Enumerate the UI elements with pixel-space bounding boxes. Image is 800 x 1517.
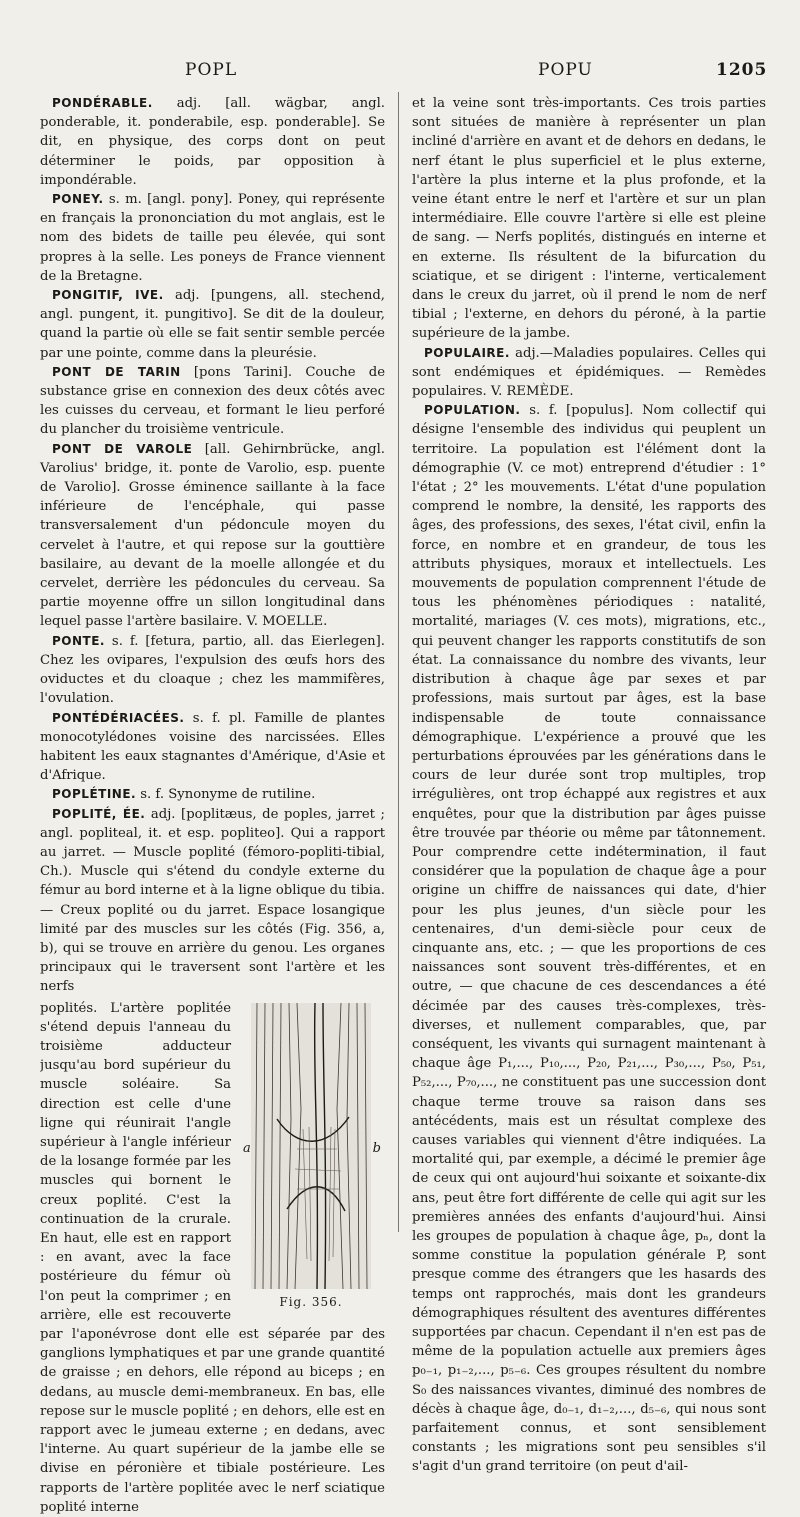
left-column xyxy=(40,94,385,1517)
entry-ponderable xyxy=(40,94,385,190)
entry-text: s. f. Synonyme de rutiline. xyxy=(136,787,316,803)
headword: POPULATION. xyxy=(424,403,521,418)
entry-text: s. m. [angl. pony]. Poney, qui représente en français la prononciation du mot anglais, est le nom des bidets de taille peu élevée, qui sont propres à la selle. Les poneys de France viennent de la Bretagne. xyxy=(40,192,385,284)
headword: PONT DE VAROLE xyxy=(52,441,193,456)
entry-popletine xyxy=(40,785,385,804)
entry-populaire xyxy=(412,344,766,402)
entry-text: adj. [poplitæus, de poples, jarret ; angl. popliteal, it. et esp. popliteo]. Qui a rapport au jarret. — Muscle poplité (fémoro-popliti-tibial, Ch.). Muscle qui s'étend du condyle externe du fémur au bord interne et à la ligne oblique du tibia. — Creux poplité ou du jarret. Espace losangique limité par des muscles sur les côtés (Fig. 356, a, b), qui se trouve en arrière du genou. Les organes principaux qui le traversent sont l'artère et les nerfs xyxy=(40,806,385,995)
headword: PONTE. xyxy=(52,633,105,648)
entry-text: adj. [pungens, all. stechend, angl. pungent, it. pungitivo]. Se dit de la douleur, quand la partie où elle se fait sentir semble percée par une pointe, comme dans la pleurésie. xyxy=(40,288,385,361)
entry-pontederiacees xyxy=(40,709,385,786)
figure-label-b: b xyxy=(372,1140,381,1156)
entry-population xyxy=(412,401,766,1476)
entry-ponte xyxy=(40,632,385,709)
figure-356 xyxy=(237,999,385,1313)
entry-poplite xyxy=(40,805,385,997)
page-header xyxy=(0,60,800,84)
running-head-left: POPL xyxy=(185,60,238,80)
right-column xyxy=(412,94,766,1477)
entry-text: [pons Tarini]. Couche de substance grise en connexion des deux côtés avec les cuisses du cerveau, et formant le lieu perforé du plancher du troisième ventricule. xyxy=(40,364,386,438)
entry-text: adj. [all. wägbar, angl. ponderable, it. ponderabile, esp. ponderable]. Se dit, en physique, des corps dont on peut déterminer le poids, par opposition à impondérable. xyxy=(40,96,385,188)
headword: PONEY. xyxy=(52,192,104,207)
figure-caption: Fig. 356. xyxy=(279,1295,343,1310)
headword: PONGITIF, IVE. xyxy=(52,288,164,303)
headword: POPLÉTINE. xyxy=(52,787,137,802)
figure-wrap xyxy=(40,999,385,1517)
entry-pongitif xyxy=(40,286,385,363)
popliteal-fossa-illustration xyxy=(237,999,385,1295)
running-head-right: POPU xyxy=(538,60,593,80)
entry-text: s. f. [fetura, partio, all. das Eierlegen]. Chez les ovipares, l'expulsion des œufs hors des oviductes et du cloaque ; chez les mammifères, l'ovulation. xyxy=(40,633,385,707)
figure-wrap-text: poplités. L'artère poplitée s'étend depuis l'anneau du troisième adducteur jusqu'au bord supérieur du muscle soléaire. Sa direction est celle d'une ligne qui réunirait l'angle supérieur à l'angle inférieur de la losange formée par les muscles qui bornent le creux poplité. C'est la continuation de la crurale. En haut, elle est en rapport : en avant, avec la face postérieure du fémur où l'on peut la comprimer ; en arrière, elle est recouverte par l'aponévrose dont elle est séparée par des ganglions lymphatiques et par une grande quantité de graisse ; en dehors, elle répond au biceps ; en dedans, au muscle demi-membraneux. En bas, elle repose sur le muscle poplité ; en dehors, elle est en rapport avec le jumeau externe ; en dedans, avec l'interne. Au quart supérieur de la jambe elle se divise en péronière et tibiale postérieure. Les rapports de l'artère poplitée avec le nerf sciatique poplité interne xyxy=(40,1000,385,1515)
entry-text: s. f. [populus]. Nom collectif qui désigne l'ensemble des individus qui peuplent un territoire. La population est l'élément dont la démographie (V. ce mot) entreprend d'étudier : 1° l'état ; 2° les mouvements. L'état d'une population comprend le nombre, la densité, les rapports des âges, des professions, des sexes, l'état civil, enfin la force, en nombre et en grandeur, de tous les attributs physiques, moraux et intellectuels. Les mouvements de population comprennent l'étude de tous les phénomènes périodiques : natalité, mortalité, mariages (V. ces mots), migrations, etc., qui peuvent changer les rapports constitutifs de son état. La connaissance du nombre des vivants, leur distribution à chaque âge par sexes et par professions, mais surtout par âges, est la base indispensable de toute connaissance démographique. L'expérience a prouvé que les perturbations éprouvées par les générations dans le cours de leur durée sont trop multiples, trop irrégulières, ont trop échappé aux registres et aux enquêtes, pour que la distribution par âges puisse être trouvée par théorie ou même par tâtonnement. Pour comprendre cette indétermination, il faut considérer que la population de chaque âge a pour origine un chiffre de naissances qui date, d'hier pour les plus jeunes, d'un siècle pour les centenaires, d'un demi-siècle pour ceux de cinquante ans, etc. ; — que les proportions de ces naissances sont souvent très-différentes, et en outre, — que chacune de ces descendances a été décimée par des causes très-complexes, très-diverses, et nullement comparables, que, par conséquent, les vivants qui surnagent maintenant à chaque âge P₁,..., P₁₀,..., P₂₀, P₂₁,..., P₃₀,..., P₅₀, P₅₁, P₅₂,..., P₇₀,..., ne constituent pas une succession dont chaque terme trouve sa raison dans ses antécédents, mais est un résultat complexe des causes variables qui viennent d'être indiquées. La mortalité qui, par exemple, a décimé le premier âge de ceux qui ont aujourd'hui soixante et soixante-dix ans, peut être fort différente de celle qui agit sur les premières années des enfants d'aujourd'hui. Ainsi les groupes de population à chaque âge, pₙ, dont la somme constitue la population générale P, sont presque comme des étrangers que les hasards des temps ont rapprochés, mais dont les grandeurs démographiques résultent des aventures différentes supportées par chacun. Cependant il n'en est pas de même de la population actuelle aux premiers âges p₀₋₁, p₁₋₂,..., p₅₋₆. Ces groupes résultent du nombre S₀ des naissances vivantes, diminué des nombres de décès à chaque âge, d₀₋₁, d₁₋₂,..., d₅₋₆, qui nous sont parfaitement connus, et sont sensiblement constants ; les migrations sont peu sensibles s'il s'agit d'un grand territoire (on peut d'ail- xyxy=(412,403,766,1475)
entry-pont-de-varole xyxy=(40,440,385,632)
headword: PONT DE TARIN xyxy=(52,364,181,379)
entry-pont-de-tarin xyxy=(40,363,385,440)
figure-label-a: a xyxy=(243,1140,251,1156)
entry-text: et la veine sont très-importants. Ces trois parties sont situées de manière à représenter un plan incliné d'arrière en avant et de dehors en dedans, le nerf étant le plus superficiel et le plus externe, l'artère la plus interne et la plus profonde, et la veine étant entre le nerf et l'artère et sur un plan intermédiaire. Elle couvre l'artère si elle est pleine de sang. — Nerfs poplités, distingués en interne et en externe. Ils résultent de la bifurcation du sciatique, et se dirigent : l'interne, verticalement dans le creux du jarret, où il prend le nom de nerf tibial ; l'externe, en dehors du péroné, à la partie supérieure de la jambe. xyxy=(412,96,766,342)
entry-poney xyxy=(40,190,385,286)
page-number: 1205 xyxy=(716,60,768,80)
entry-text: [all. Gehirnbrücke, angl. Varolius' bridge, it. ponte de Varolio, esp. puente de Varolio]. Grosse éminence saillante à la face inférieure de l'encéphale, qui passe transversalement d'un pédoncule moyen du cervelet à l'autre, et qui repose sur la gouttière basilaire, au devant de la moelle allongée et du cervelet, derrière les pédoncules du cerveau. Sa partie moyenne offre un sillon longitudinal dans lequel passe l'artère basilaire. V. MOELLE. xyxy=(40,441,385,630)
headword: POPLITÉ, ÉE. xyxy=(52,806,146,821)
entry-poplite-continued xyxy=(412,94,766,344)
headword: PONDÉRABLE. xyxy=(52,96,153,110)
entry-text: s. f. pl. Famille de plantes monocotylédones voisine des narcissées. Elles habitent les eaux stagnantes d'Amérique, d'Asie et d'Afrique. xyxy=(40,710,385,784)
headword: POPULAIRE. xyxy=(424,345,510,360)
headword: PONTÉDÉRIACÉES. xyxy=(52,710,185,725)
column-divider xyxy=(398,92,399,1232)
entry-text: adj.—Maladies populaires. Celles qui sont endémiques et épidémiques. — Remèdes populaires. V. REMÈDE. xyxy=(412,345,766,400)
